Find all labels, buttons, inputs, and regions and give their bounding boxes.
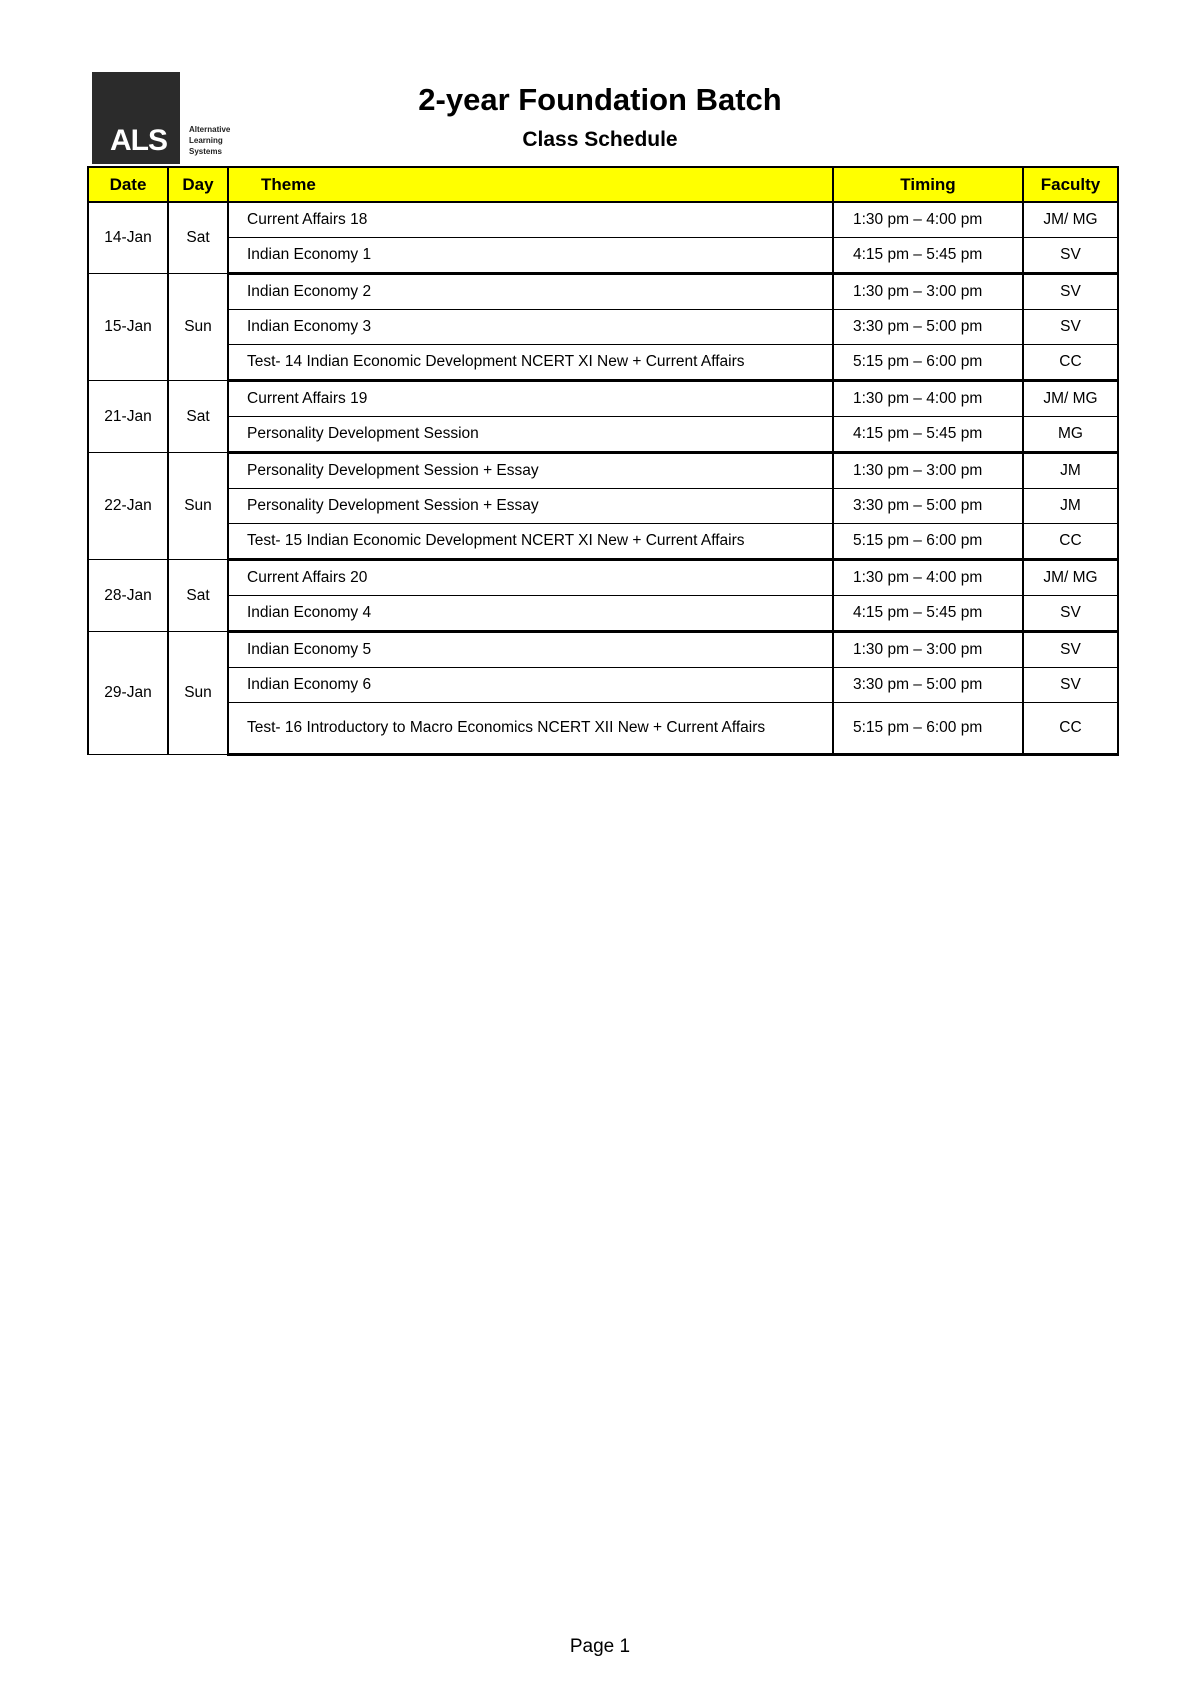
table-row: [88, 238, 1118, 274]
timing-cell: 4:15 pm – 5:45 pm: [833, 417, 1023, 453]
timing-cell: 5:15 pm – 6:00 pm: [833, 703, 1023, 755]
timing-cell: 1:30 pm – 3:00 pm: [833, 632, 1023, 668]
column-header-theme: Theme: [228, 167, 833, 202]
column-header-faculty: Faculty: [1023, 167, 1118, 202]
schedule-table: [87, 166, 1119, 756]
faculty-cell: JM/ MG: [1023, 560, 1118, 596]
table-row: [88, 668, 1118, 703]
faculty-cell: CC: [1023, 703, 1118, 755]
timing-cell: 3:30 pm – 5:00 pm: [833, 668, 1023, 703]
timing-cell: 1:30 pm – 4:00 pm: [833, 381, 1023, 417]
table-row: [88, 489, 1118, 524]
faculty-cell: CC: [1023, 524, 1118, 560]
theme-cell: Indian Economy 5: [228, 632, 833, 668]
faculty-cell: SV: [1023, 274, 1118, 310]
theme-cell: Indian Economy 3: [228, 310, 833, 345]
theme-cell: Indian Economy 1: [228, 238, 833, 274]
logo-tagline-line: Learning: [189, 136, 223, 145]
table-row: [88, 560, 1118, 596]
timing-cell: 3:30 pm – 5:00 pm: [833, 310, 1023, 345]
theme-cell: Current Affairs 19: [228, 381, 833, 417]
theme-cell: Personality Development Session + Essay: [228, 489, 833, 524]
faculty-cell: MG: [1023, 417, 1118, 453]
timing-cell: 5:15 pm – 6:00 pm: [833, 345, 1023, 381]
theme-cell: Current Affairs 18: [228, 202, 833, 238]
timing-cell: 4:15 pm – 5:45 pm: [833, 238, 1023, 274]
faculty-cell: JM: [1023, 489, 1118, 524]
faculty-cell: JM/ MG: [1023, 202, 1118, 238]
day-cell: Sat: [168, 560, 228, 632]
theme-cell: Current Affairs 20: [228, 560, 833, 596]
faculty-cell: SV: [1023, 668, 1118, 703]
table-row: [88, 417, 1118, 453]
date-cell: 15-Jan: [88, 274, 168, 381]
timing-cell: 1:30 pm – 4:00 pm: [833, 560, 1023, 596]
date-cell: 14-Jan: [88, 202, 168, 274]
column-header-timing: Timing: [833, 167, 1023, 202]
day-cell: Sat: [168, 381, 228, 453]
theme-cell: Test- 15 Indian Economic Development NCERT XI New + Current Affairs: [228, 524, 833, 560]
table-header-row: [88, 167, 1118, 202]
day-cell: Sat: [168, 202, 228, 274]
theme-cell: Indian Economy 4: [228, 596, 833, 632]
page-subtitle: Class Schedule: [522, 128, 678, 151]
table-row: [88, 274, 1118, 310]
faculty-cell: JM: [1023, 453, 1118, 489]
timing-cell: 1:30 pm – 3:00 pm: [833, 274, 1023, 310]
faculty-cell: SV: [1023, 310, 1118, 345]
timing-cell: 5:15 pm – 6:00 pm: [833, 524, 1023, 560]
table-row: [88, 202, 1118, 238]
faculty-cell: SV: [1023, 632, 1118, 668]
theme-cell: Personality Development Session: [228, 417, 833, 453]
table-row: [88, 703, 1118, 755]
timing-cell: 3:30 pm – 5:00 pm: [833, 489, 1023, 524]
page-number: Page 1: [569, 1636, 631, 1657]
logo-mark: ALS: [110, 124, 167, 157]
date-cell: 29-Jan: [88, 632, 168, 755]
table-row: [88, 632, 1118, 668]
day-cell: Sun: [168, 453, 228, 560]
table-row: [88, 345, 1118, 381]
column-header-day: Day: [168, 167, 228, 202]
faculty-cell: SV: [1023, 596, 1118, 632]
faculty-cell: SV: [1023, 238, 1118, 274]
table-row: [88, 381, 1118, 417]
timing-cell: 4:15 pm – 5:45 pm: [833, 596, 1023, 632]
page-title: 2-year Foundation Batch: [418, 82, 782, 117]
timing-cell: 1:30 pm – 4:00 pm: [833, 202, 1023, 238]
day-cell: Sun: [168, 632, 228, 755]
theme-cell: Test- 16 Introductory to Macro Economics NCERT XII New + Current Affairs: [228, 703, 833, 755]
theme-cell: Indian Economy 6: [228, 668, 833, 703]
date-cell: 22-Jan: [88, 453, 168, 560]
theme-cell: Test- 14 Indian Economic Development NCERT XI New + Current Affairs: [228, 345, 833, 381]
theme-cell: Personality Development Session + Essay: [228, 453, 833, 489]
faculty-cell: JM/ MG: [1023, 381, 1118, 417]
date-cell: 21-Jan: [88, 381, 168, 453]
table-row: [88, 596, 1118, 632]
table-row: [88, 453, 1118, 489]
column-header-date: Date: [88, 167, 168, 202]
logo-tagline-line: Alternative: [189, 125, 231, 134]
faculty-cell: CC: [1023, 345, 1118, 381]
day-cell: Sun: [168, 274, 228, 381]
timing-cell: 1:30 pm – 3:00 pm: [833, 453, 1023, 489]
logo-tagline-line: Systems: [189, 147, 222, 156]
theme-cell: Indian Economy 2: [228, 274, 833, 310]
table-row: [88, 310, 1118, 345]
table-row: [88, 524, 1118, 560]
date-cell: 28-Jan: [88, 560, 168, 632]
